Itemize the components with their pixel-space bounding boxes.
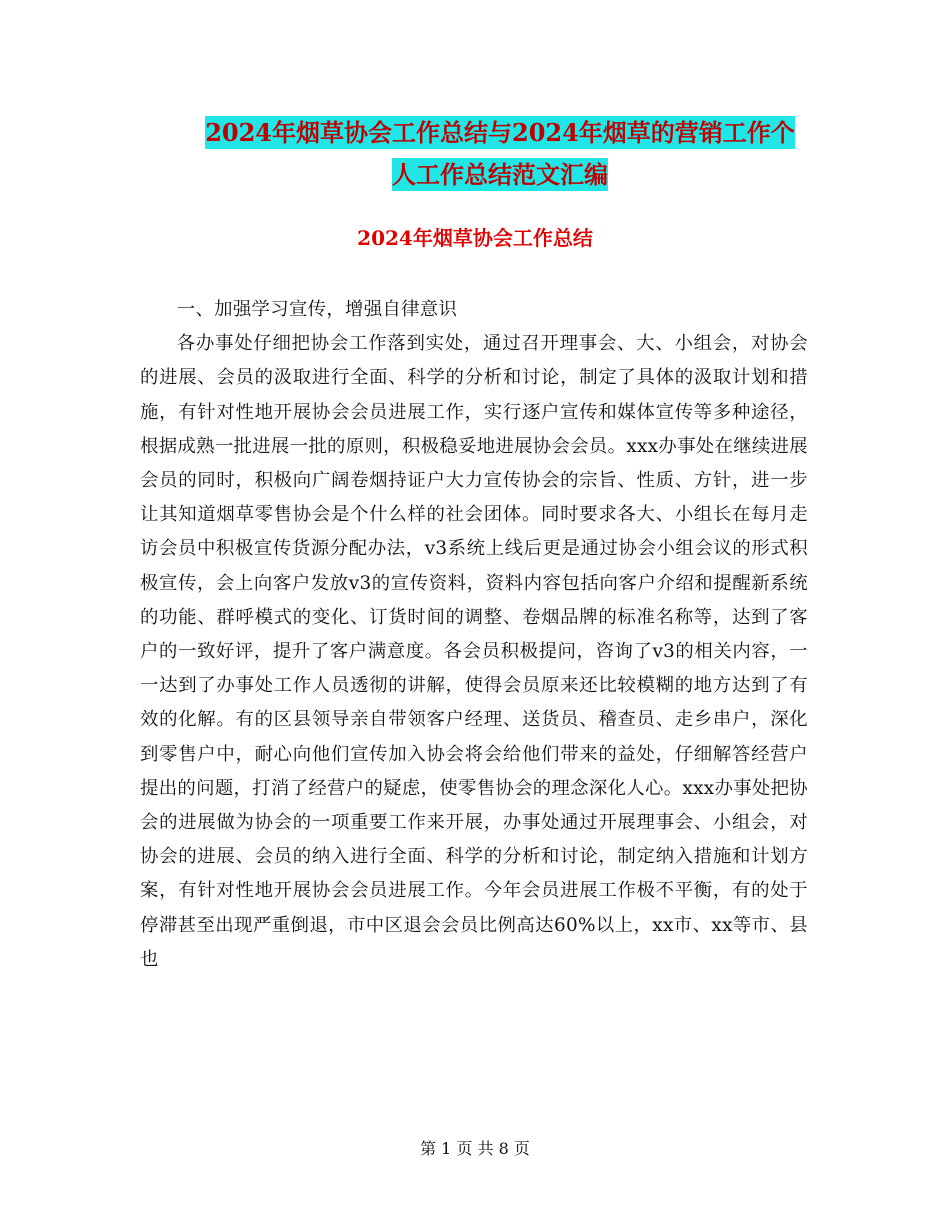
section-heading: 一、加强学习宣传，增强自律意识 <box>176 299 458 320</box>
document-body <box>140 293 808 977</box>
document-title <box>140 112 860 196</box>
document-title-line-2: 人工作总结范文汇编 <box>392 160 608 189</box>
page-number-footer: 第 1 页 共 8 页 <box>420 1139 530 1158</box>
document-title-line-1: 2024年烟草协会工作总结与2024年烟草的营销工作个 <box>205 118 795 147</box>
body-paragraph: 各办事处仔细把协会工作落到实处，通过召开理事会、大、小组会，对协会的进展、会员的汲取进行全面、科学的分析和讨论，制定了具体的汲取计划和措施，有针对性地开展协会会员进展工作，实行逐户宣传和媒体宣传等多种途径，根据成熟一批进展一批的原则，积极稳妥地进展协会会员。xxx办事处在继续进展会员的同时，积极向广阔卷烟持证户大力宣传协会的宗旨、性质、方针，进一步让其知道烟草零售协会是个什么样的社会团体。同时要求各大、小组长在每月走访会员中积极宣传货源分配办法，v3系统上线后更是通过协会小组会议的形式积极宣传，会上向客户发放v3的宣传资料，资料内容包括向客户介绍和提醒新系统的功能、群呼模式的变化、订货时间的调整、卷烟品牌的标准名称等，达到了客户的一致好评，提升了客户满意度。各会员积极提问，咨询了v3的相关内容，一一达到了办事处工作人员透彻的讲解，使得会员原来还比较模糊的地方达到了有效的化解。有的区县领导亲自带领客户经理、送货员、稽查员、走乡串户，深化到零售户中，耐心向他们宣传加入协会将会给他们带来的益处，仔细解答经营户提出的问题，打消了经营户的疑虑，使零售协会的理念深化人心。xxx办事处把协会的进展做为协会的一项重要工作来开展，办事处通过开展理事会、小组会，对协会的进展、会员的纳入进行全面、科学的分析和讨论，制定纳入措施和计划方案，有针对性地开展协会会员进展工作。今年会员进展工作极不平衡，有的处于停滞甚至出现严重倒退，市中区退会会员比例高达60%以上，xx市、xx等市、县也 <box>140 333 808 970</box>
section-title: 2024年烟草协会工作总结 <box>357 226 593 250</box>
